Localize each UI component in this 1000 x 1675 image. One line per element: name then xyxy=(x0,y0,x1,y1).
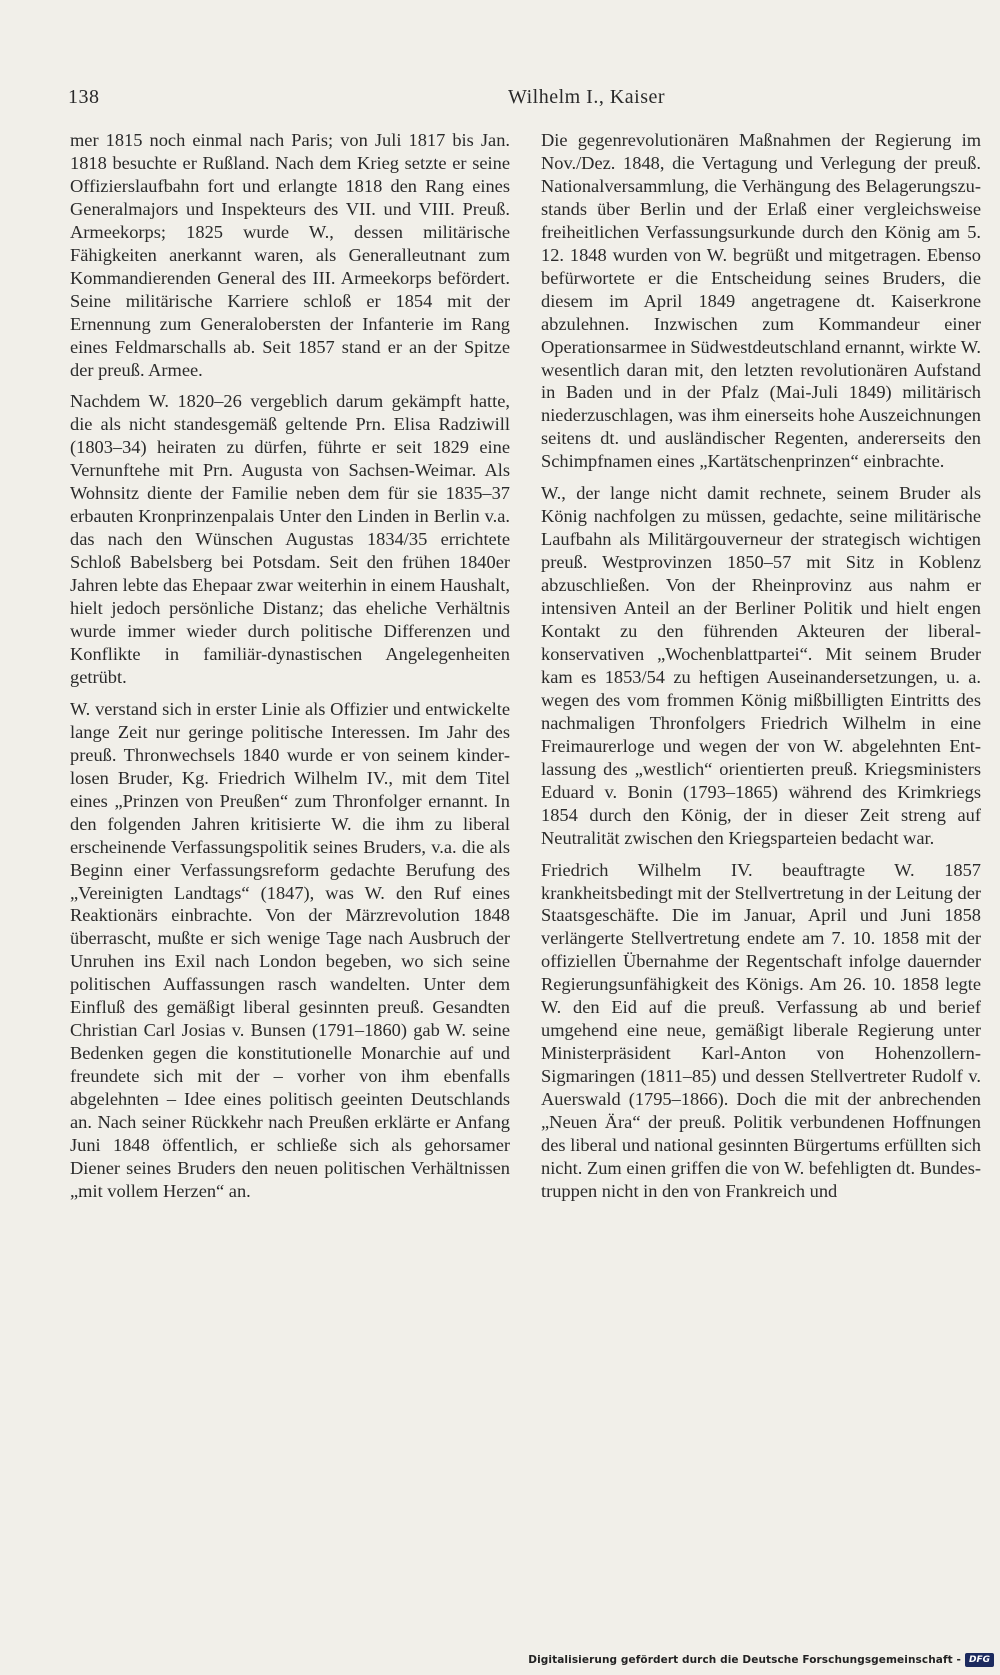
digitization-footer xyxy=(528,1651,994,1669)
paragraph: W., der lange nicht damit rechnete, seinem Bruder als König nachfolgen zu müssen, gedachte, seine militärische Laufbahn als Militärgouverneur der strategisch wichtigen preuß. Westprovinzen 1850–57 mit Sitz in Koblenz abzuschließen. Von der Rheinprovinz aus nahm er intensiven Anteil an der Berliner Politik und hielt engen Kontakt zu den führenden Akteuren der liberal-konservativen „Wochenblattpartei“. Mit seinem Bruder kam es 1853/54 zu heftigen Auseinandersetzungen, u. a. wegen des vom frommen König mißbilligten Eintritts des nachmaligen Thronfolgers Friedrich Wilhelm in eine Freimaurerloge und wegen der von W. abgelehnten Entlassung des „westlich“ orientierten preuß. Kriegsministers Eduard v. Bonin (1793–1865) während des Krimkriegs 1854 durch den König, der in dieser Zeit streng auf Neutralität zwischen den Kriegsparteien bedacht war. xyxy=(541,483,981,848)
paragraph: mer 1815 noch einmal nach Paris; von Juli 1817 bis Jan. 1818 besuchte er Rußland. Nach dem Krieg setzte er seine Offizierslaufbahn fort und erlangte 1818 den Rang eines Generalmajors und Inspekteurs des VII. und VIII. Preuß. Armeekorps; 1825 wurde W., dessen militärische Fähigkeiten anerkannt waren, als Generalleutnant zum Kommandierenden General des III. Armeekorps befördert. Seine militärische Karriere schloß er 1854 mit der Ernennung zum Generalobersten der Infanterie im Rang eines Feldmarschalls ab. Seit 1857 stand er an der Spitze der preuß. Armee. xyxy=(70,130,510,380)
footer-credit-text: Digitalisierung gefördert durch die Deutsche Forschungsgemeinschaft - xyxy=(528,1654,961,1666)
page-number: 138 xyxy=(68,86,100,108)
right-column xyxy=(541,129,981,1212)
dfg-logo: DFG xyxy=(965,1653,994,1667)
left-column xyxy=(70,129,510,1212)
paragraph: Die gegenrevolutionären Maßnahmen der Regierung im Nov./Dez. 1848, die Vertagung und Verlegung der preuß. Nationalversammlung, die Verhängung des Belagerungszustands über Berlin und der Erlaß einer vergleichsweise freiheitlichen Verfassungsurkunde durch den König am 5. 12. 1848 wurden von W. begrüßt und mitgetragen. Ebenso befürwortete er die Entscheidung seines Bruders, die diesem im April 1849 angetragene dt. Kaiserkrone abzulehnen. Inzwischen zum Kommandeur einer Operationsarmee in Südwestdeutschland ernannt, wirkte W. wesentlich daran mit, den letzten revolutionären Aufstand in Baden und in der Pfalz (Mai-Juli 1849) militärisch niederzuschlagen, was ihm einerseits hohe Auszeichnungen seitens dt. und ausländischer Regenten, andererseits den Schimpfnamen eines „Kartätschenprinzen“ einbrachte. xyxy=(541,130,981,472)
running-head: Wilhelm I., Kaiser xyxy=(508,86,666,108)
page-header xyxy=(68,86,938,116)
paragraph: W. verstand sich in erster Linie als Offizier und entwickelte lange Zeit nur geringe politische Interessen. Im Jahr des preuß. Thronwechsels 1840 wurde er von seinem kinderlosen Bruder, Kg. Friedrich Wilhelm IV., mit dem Titel eines „Prinzen von Preußen“ zum Thronfolger ernannt. In den folgenden Jahren kritisierte W. die ihm zu liberal erscheinende Verfassungspolitik seines Bruders, v.a. die als Beginn einer Verfassungsreform gedachte Berufung des „Vereinigten Landtags“ (1847), was W. den Ruf eines Reaktionärs einbrachte. Von der Märzrevolution 1848 überrascht, mußte er sich wenige Tage nach Ausbruch der Unruhen ins Exil nach London begeben, wo sich seine politischen Auffassungen rasch wandelten. Unter dem Einfluß des gemäßigt liberal gesinnten preuß. Gesandten Christian Carl Josias v. Bunsen (1791–1860) gab W. seine Bedenken gegen die konstitutionelle Monarchie auf und freundete sich mit der – vorher von ihm ebenfalls abgelehnten – Idee eines politisch geeinten Deutschlands an. Nach seiner Rückkehr nach Preußen erklärte er Anfang Juni 1848 öffentlich, er schließe sich als gehorsamer Diener seines Bruders den neuen politischen Verhältnissen „mit vollem Herzen“ an. xyxy=(70,698,510,1201)
paragraph: Friedrich Wilhelm IV. beauftragte W. 1857 krankheitsbedingt mit der Stellvertretung in der Leitung der Staatsgeschäfte. Die im Januar, April und Juni 1858 verlängerte Stellvertretung endete am 7. 10. 1858 mit der offiziellen Übernahme der Regentschaft infolge dauernder Regierungsunfähigkeit des Königs. Am 26. 10. 1858 legte W. den Eid auf die preuß. Verfassung ab und berief umgehend eine neue, gemäßigt liberale Regierung unter Ministerpräsident Karl-Anton von Hohenzollern-Sigmaringen (1811–85) und dessen Stellvertreter Rudolf v. Auerswald (1795–1866). Doch die mit der anbrechenden „Neuen Ära“ der preuß. Politik verbundenen Hoffnungen des liberal und national gesinnten Bürgertums erfüllten sich nicht. Zum einen griffen die von W. befehligten dt. Bundestruppen nicht in den von Frankreich und xyxy=(541,859,981,1201)
paragraph: Nachdem W. 1820–26 vergeblich darum gekämpft hatte, die als nicht standesgemäß geltende Prn. Elisa Radziwill (1803–34) heiraten zu dürfen, führte er seit 1829 eine Vernunftehe mit Prn. Augusta von Sachsen-Weimar. Als Wohnsitz diente der Familie neben dem für sie 1835–37 erbauten Kronprinzenpalais Unter den Linden in Berlin v.a. das nach den Wünschen Augustas 1834/35 errichtete Schloß Babelsberg bei Potsdam. Seit den frühen 1840er Jahren lebte das Ehepaar zwar weiterhin in einem Haushalt, hielt jedoch persönliche Distanz; das eheliche Verhältnis wurde immer wieder durch politische Differenzen und Konflikte in familiär-dynastischen Angelegenheiten getrübt. xyxy=(70,391,510,687)
